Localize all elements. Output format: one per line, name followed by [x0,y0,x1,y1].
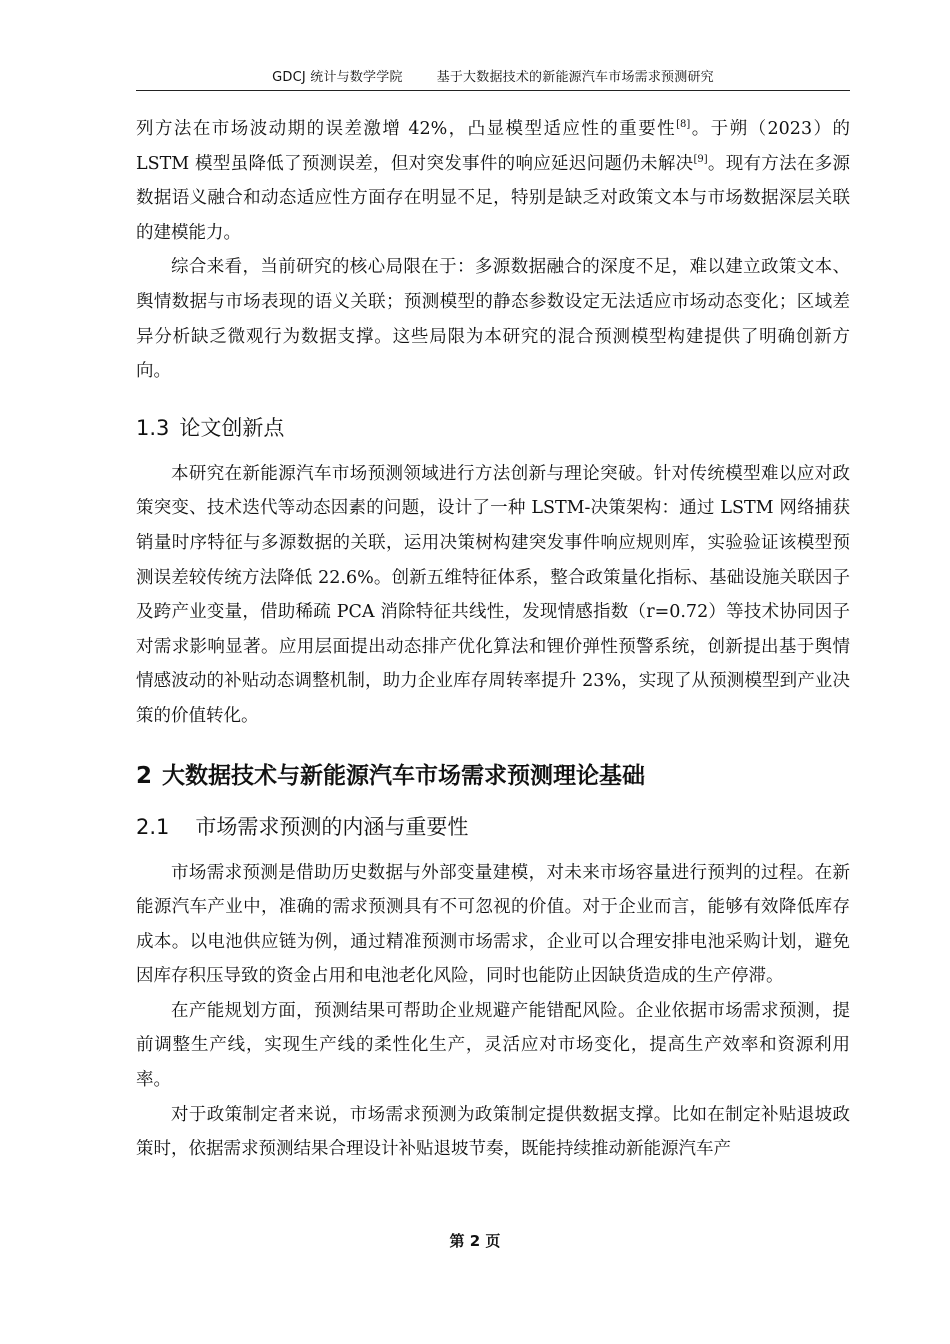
paragraph-1-text-a: 列方法在市场波动期的误差激增 42%，凸显模型适应性的重要性 [136,119,677,139]
paragraph-5: 在产能规划方面，预测结果可帮助企业规避产能错配风险。企业依据市场需求预测，提前调整生产线，实现生产线的柔性化生产，灵活应对市场变化，提高生产效率和资源利用率。 [136,1000,850,1091]
citation-8: [8] [676,119,691,131]
paragraph-4: 市场需求预测是借助历史数据与外部变量建模，对未来市场容量进行预判的过程。在新能源汽车产业中，准确的需求预测具有不可忽视的价值。对于企业而言，能够有效降低库存成本。以电池供应链为例，通过精准预测市场需求，企业可以合理安排电池采购计划，避免因库存积压导致的资金占用和电池老化风险，同时也能防止因缺货造成的生产停滞。 [136,862,850,987]
section-title: 市场需求预测的内涵与重要性 [195,814,469,839]
paragraph-6: 对于政策制定者来说，市场需求预测为政策制定提供数据支撑。比如在制定补贴退坡政策时，依据需求预测结果合理设计补贴退坡节奏，既能持续推动新能源汽车产 [136,1104,850,1160]
citation-9: [9] [693,153,708,165]
chapter-title: 大数据技术与新能源汽车市场需求预测理论基础 [162,762,646,789]
section-number: 1.3 [136,415,170,440]
section-heading-1-3 [136,413,850,443]
paragraph-3: 本研究在新能源汽车市场预测领域进行方法创新与理论突破。针对传统模型难以应对政策突变、技术迭代等动态因素的问题，设计了一种 LSTM-决策架构：通过 LSTM 网络捕获销量时序特征与多源数据的关联，运用决策树构建突发事件响应规则库，实验验证该模型预测误差较传统方法降低 22.6%。创新五维特征体系，整合政策量化指标、基础设施关联因子及跨产业变量，借助稀疏 PCA 消除特征共线性，发现情感指数（r=0.72）等技术协同因子对需求影响显著。应用层面提出动态排产优化算法和锂价弹性预警系统，创新提出基于舆情情感波动的补贴动态调整机制，助力企业库存周转率提升 23%，实现了从预测模型到产业决策的价值转化。 [136,463,850,726]
paragraph-1-text-b: 。于朔（2023）的 LSTM 模型虽降低了预测误差，但对突发事件的响应延迟问题仍未解决 [136,119,850,174]
paragraph-1-text-c: 。现有方法在多源数据语义融合和动态适应性方面存在明显不足，特别是缺乏对政策文本与市场数据深层关联的建模能力。 [136,153,851,243]
header-institution: GDCJ 统计与数学学院 [272,70,403,85]
page-number: 第 2 页 [449,1232,501,1250]
chapter-heading-2 [136,760,850,792]
running-header [136,66,850,91]
section-number: 2.1 [136,814,170,839]
header-paper-title: 基于大数据技术的新能源汽车市场需求预测研究 [436,70,714,85]
page-body [136,112,850,1167]
section-title: 论文创新点 [179,415,285,440]
chapter-number: 2 [136,762,153,789]
paragraph-1 [136,112,850,250]
paragraph-2: 综合来看，当前研究的核心局限在于：多源数据融合的深度不足，难以建立政策文本、舆情数据与市场表现的语义关联；预测模型的静态参数设定无法适应市场动态变化；区域差异分析缺乏微观行为数据支撑。这些局限为本研究的混合预测模型构建提供了明确创新方向。 [136,257,850,382]
section-heading-2-1 [136,812,850,842]
